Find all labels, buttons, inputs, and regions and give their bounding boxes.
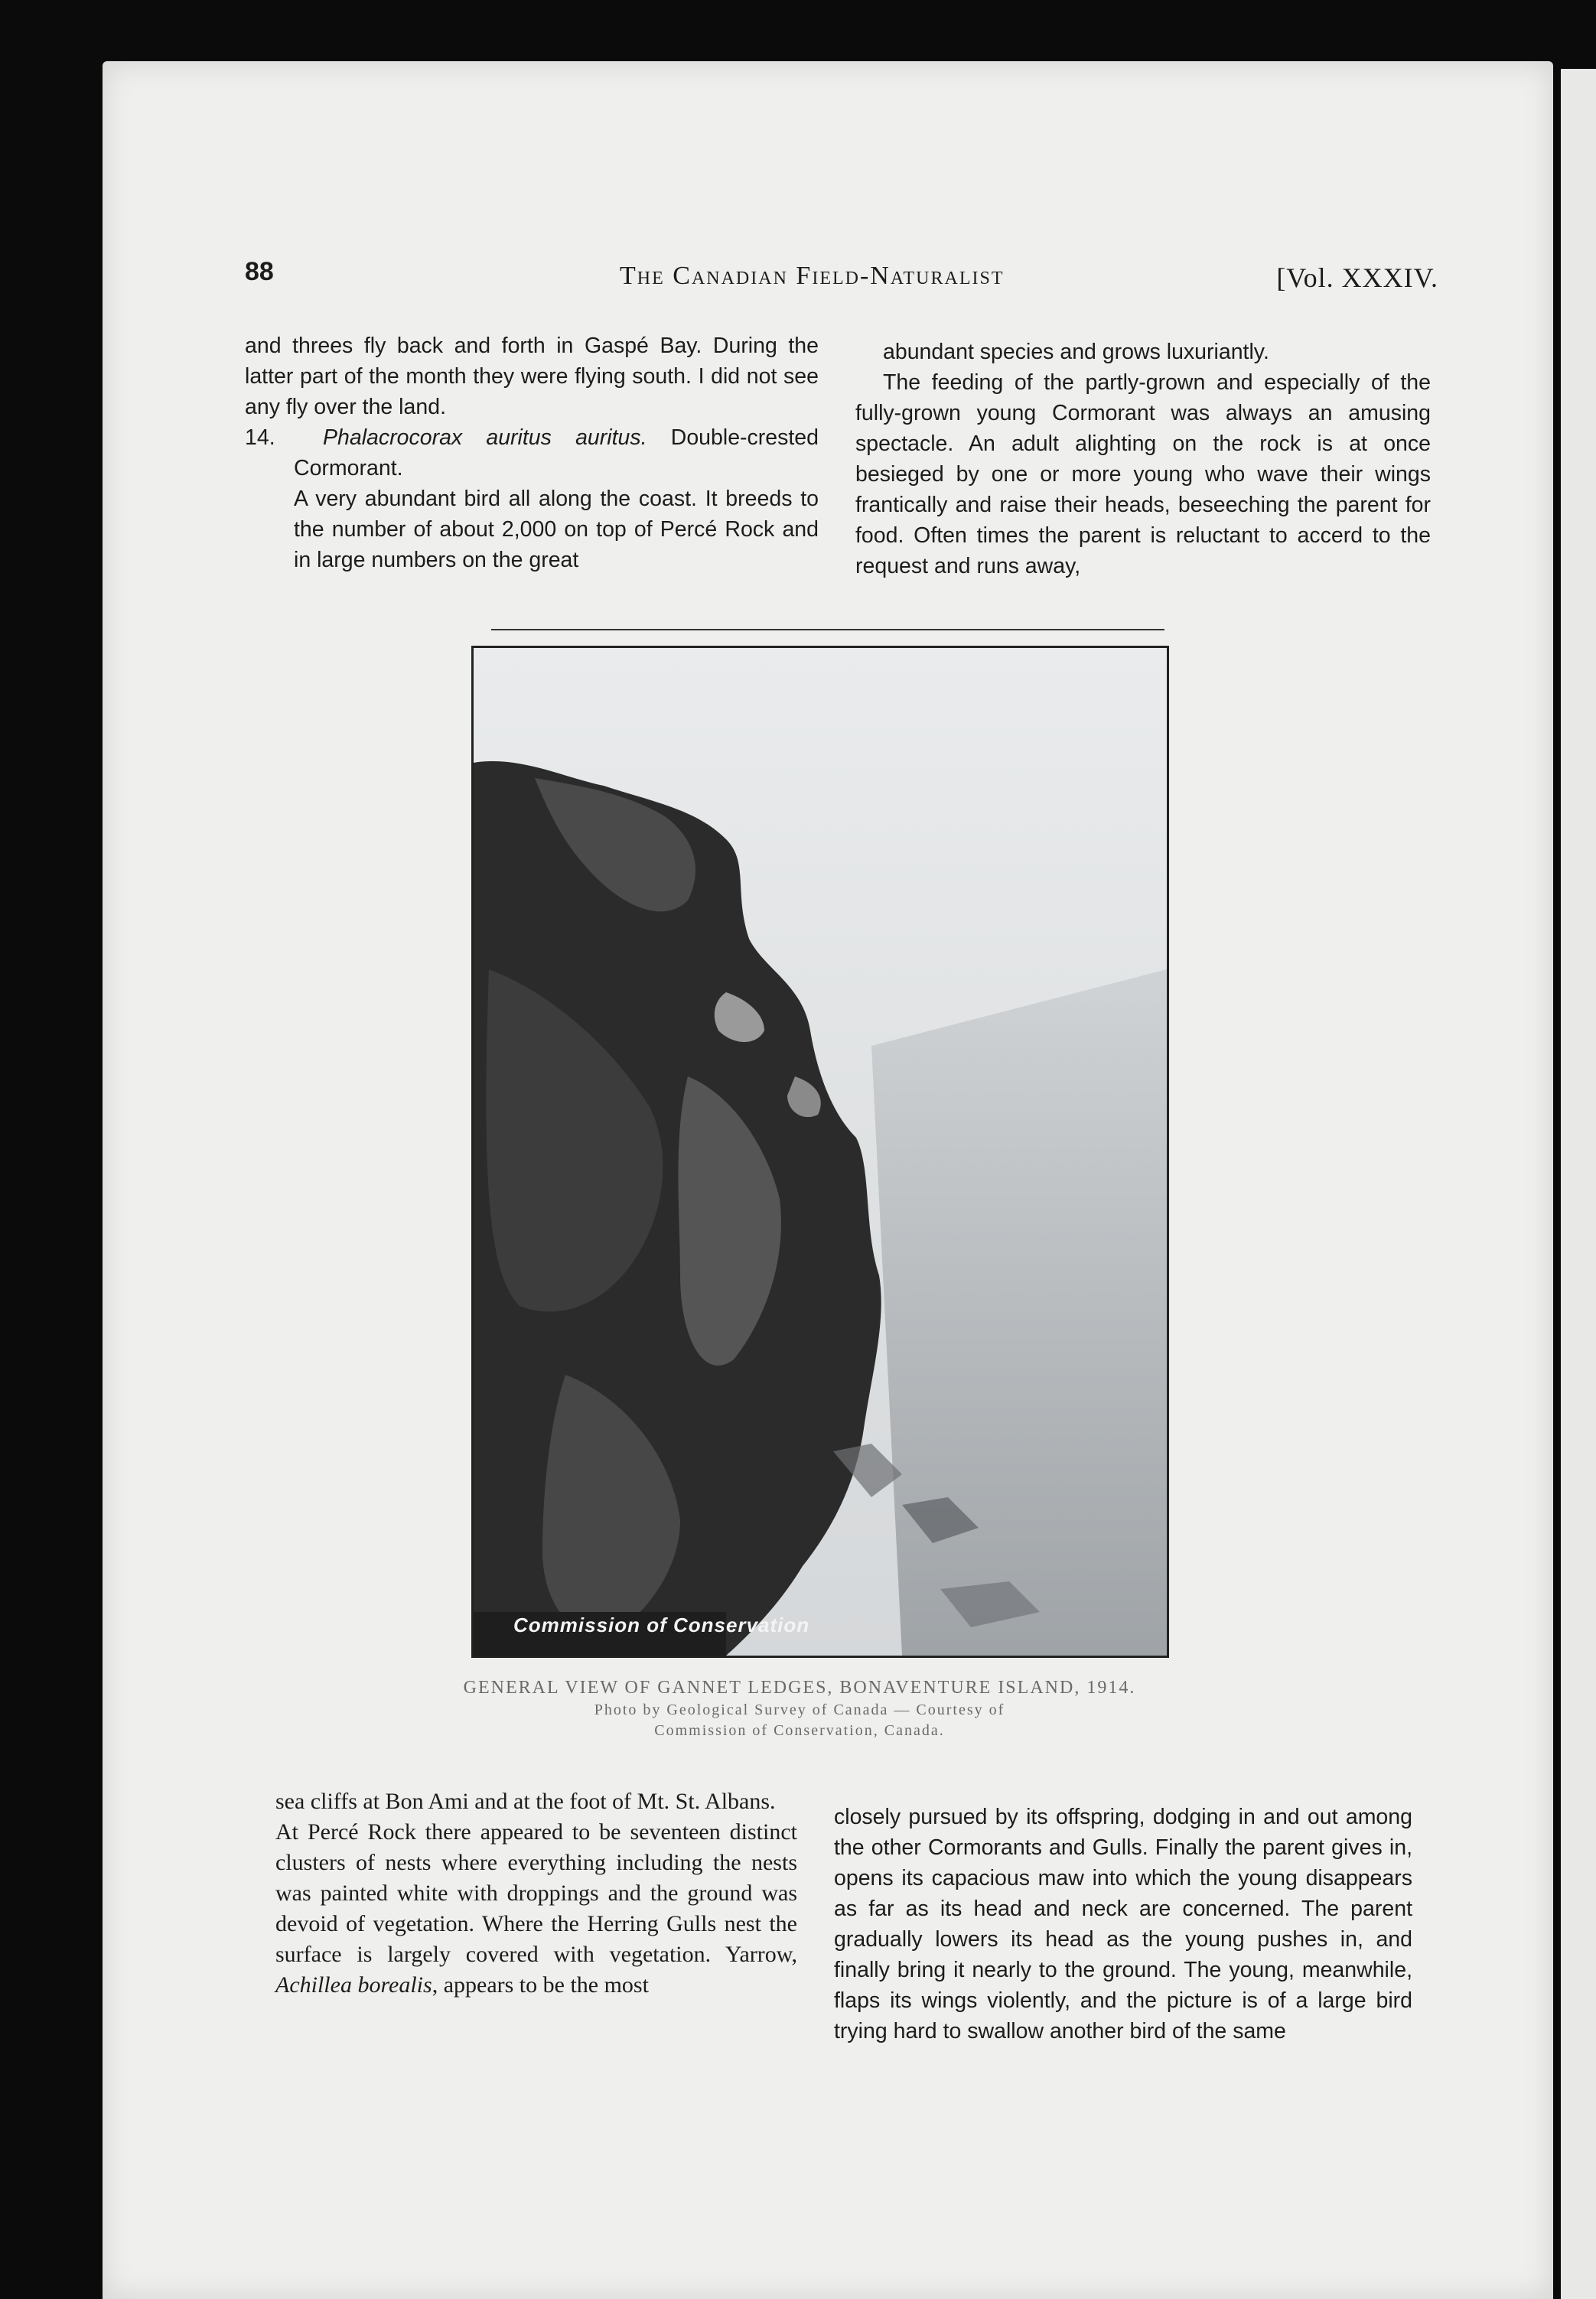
paragraph: and threes fly back and forth in Gaspé Bay. During the latter part of the month they were flying south. I did not see any fly over the land. xyxy=(245,334,819,419)
figure-caption xyxy=(321,1678,1278,1740)
caption-credit: Photo by Geological Survey of Canada — Courtesy of xyxy=(594,1701,1005,1718)
paragraph: abundant species and grows luxuriantly. xyxy=(883,340,1269,364)
common-name: Double-crested Cormorant. xyxy=(294,425,819,480)
caption-title: GENERAL VIEW OF GANNET LEDGES, BONAVENTURE ISLAND, 1914. xyxy=(463,1678,1136,1698)
species-name: Achillea borealis xyxy=(275,1972,432,1998)
cliff-photograph xyxy=(471,646,1169,1658)
species-name: Phalacrocorax auritus auritus. xyxy=(323,425,647,450)
column-top-right xyxy=(855,337,1431,581)
column-top-left xyxy=(245,331,819,575)
paragraph: A very abundant bird all along the coast. It breeds to the number of about 2,000 on top of Percé Rock and in large numbers on the great xyxy=(294,487,819,572)
caption-credit-continued: Commission of Conservation, Canada. xyxy=(654,1722,945,1739)
column-bottom-left xyxy=(275,1786,797,2001)
figure xyxy=(471,629,1169,1658)
paragraph: The feeding of the partly-grown and especially of the fully-grown young Cormorant was always an amusing spectacle. An adult alighting on the rock is at once besieged by one or more young who wave their wings frantically and raise their heads, beseeching the parent for food. Often times the parent is reluctant to accerd to the request and runs away, xyxy=(855,370,1431,578)
column-bottom-right xyxy=(834,1802,1412,2047)
cliff-image xyxy=(474,648,1167,1656)
next-page-edge xyxy=(1561,69,1596,2299)
paragraph: sea cliffs at Bon Ami and at the foot of Mt. St. Albans. xyxy=(275,1789,776,1814)
species-entry xyxy=(245,422,819,484)
page-header xyxy=(245,252,1438,298)
paragraph: closely pursued by its offspring, dodging in and out among the other Cormorants and Gulls. Finally the parent gives in, opens its capacious maw into which the young disappears as far as its head and neck are concerned. The parent gradually lowers its head as the young pushes in, and finally bring it nearly to the ground. The young, meanwhile, flaps its wings violently, and the picture is of a large bird trying hard to swallow another bird of the same xyxy=(834,1805,1412,2043)
text-run: At Percé Rock there appeared to be seventeen distinct clusters of nests where everything including the nests was painted white with droppings and the ground was devoid of vegetation. Where the Herring Gulls nest the surface is largely covered with vegetation. Yarrow, xyxy=(275,1819,797,1967)
page-number: 88 xyxy=(245,257,274,286)
text-run: , appears to be the most xyxy=(432,1972,649,1998)
photo-watermark: Commission of Conservation xyxy=(513,1614,810,1636)
volume-label: [Vol. XXXIV. xyxy=(1276,262,1438,293)
entry-number: 14. xyxy=(245,425,275,450)
running-title: The Canadian Field-Naturalist xyxy=(620,262,1005,290)
figure-rule xyxy=(491,629,1164,630)
paragraph xyxy=(275,1817,797,2001)
